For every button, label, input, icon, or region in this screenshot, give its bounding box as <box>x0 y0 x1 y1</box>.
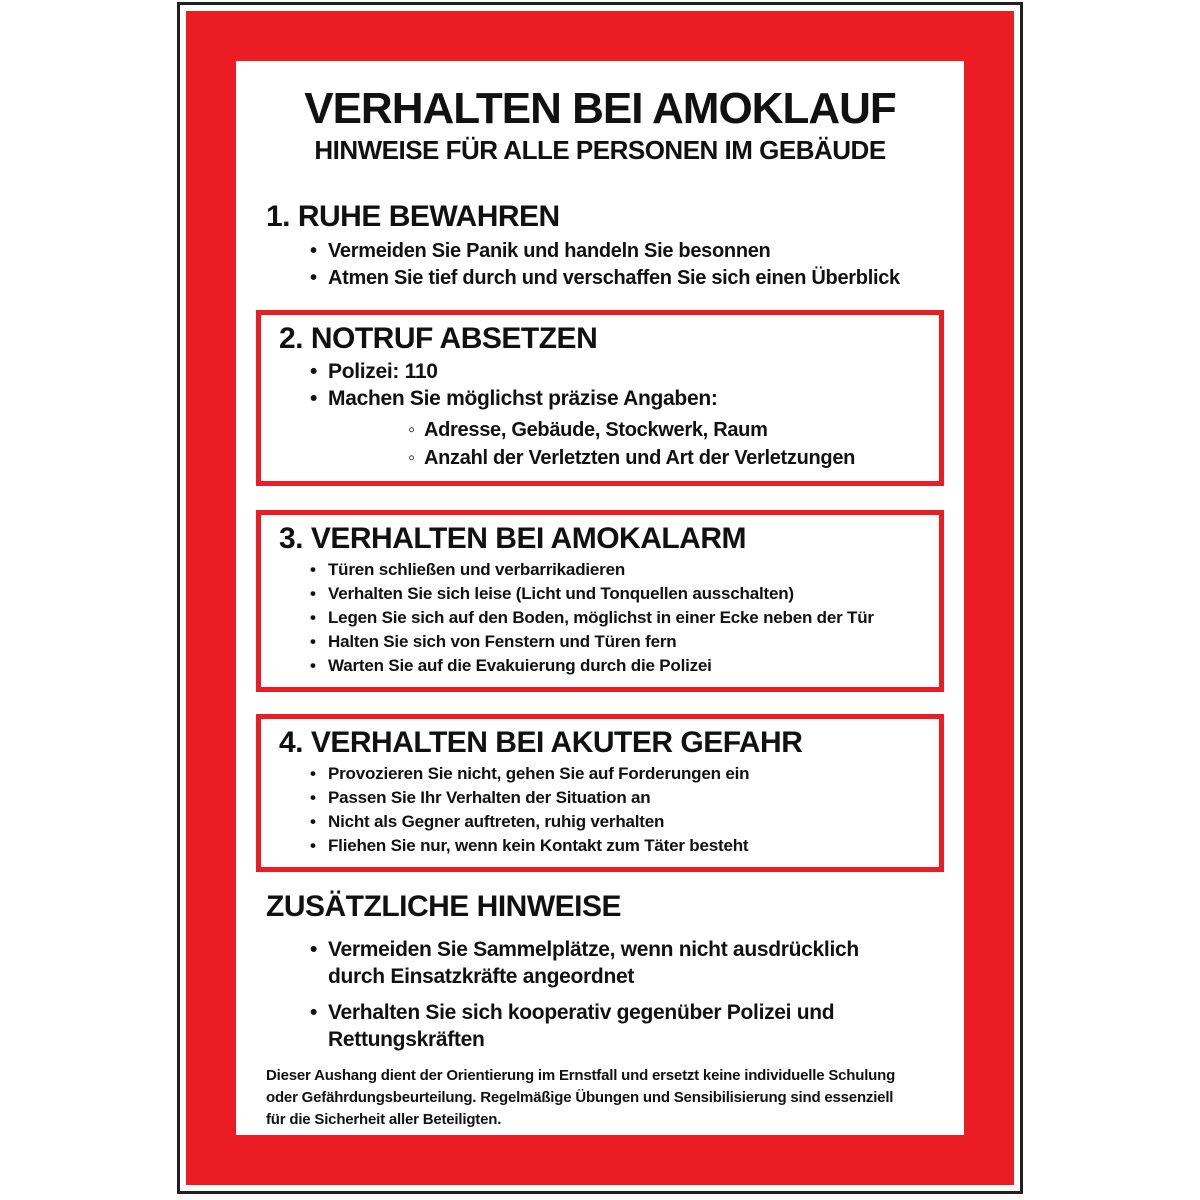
bullet-item <box>310 238 944 265</box>
safety-notice-poster <box>177 2 1023 1194</box>
section-heading: 4. VERHALTEN BEI AKUTER GEFAHR <box>279 725 803 759</box>
bullet-marker: • <box>310 763 316 783</box>
bullet-text <box>328 999 834 1053</box>
bullet-marker: • <box>310 811 316 831</box>
bullet-list <box>271 762 931 858</box>
bullet-item <box>310 558 931 582</box>
bullet-text: Türen schließen und verbarrikadieren <box>328 559 626 579</box>
bullet-text: Provozieren Sie nicht, gehen Sie auf Forderungen ein <box>328 763 750 783</box>
section-heading: 1. RUHE BEWAHREN <box>266 199 560 233</box>
bullet-item <box>310 834 931 858</box>
bullet-list <box>271 358 931 412</box>
bullet-marker: • <box>310 386 318 410</box>
poster-title: VERHALTEN BEI AMOKLAUF <box>304 84 896 133</box>
sub-bullet-text: Adresse, Gebäude, Stockwerk, Raum <box>424 418 768 441</box>
bullet-item <box>310 786 931 810</box>
footer-line: Dieser Aushang dient der Orientierung im Ernstfall und ersetzt keine individuelle Schulung <box>266 1066 896 1084</box>
bullet-text-line: Verhalten Sie sich kooperativ gegenüber Polizei und <box>328 1000 835 1024</box>
section-notruf-absetzen <box>256 310 944 486</box>
sub-bullet-text: Anzahl der Verletzten und Art der Verletzungen <box>424 446 856 469</box>
section-verhalten-amokalarm <box>256 510 944 692</box>
bullet-marker: • <box>310 631 316 651</box>
bullet-item <box>310 654 931 678</box>
sub-bullet-list <box>271 416 931 472</box>
bullet-marker: • <box>310 607 316 627</box>
bullet-item <box>310 810 931 834</box>
bullet-item <box>310 582 931 606</box>
section-verhalten-akute-gefahr <box>256 714 944 872</box>
bullet-marker: • <box>310 835 316 855</box>
bullet-marker: • <box>310 583 316 603</box>
bullet-marker: • <box>310 559 316 579</box>
poster-subtitle: HINWEISE FÜR ALLE PERSONEN IM GEBÄUDE <box>314 134 886 165</box>
bullet-text: Polizei: 110 <box>328 359 438 383</box>
section-ruhe-bewahren <box>256 200 944 292</box>
bullet-marker: • <box>310 655 316 675</box>
bullet-marker: • <box>310 1000 318 1024</box>
footer-line: für die Sicherheit aller Beteiligten. <box>266 1110 502 1128</box>
section-zusaetzliche-hinweise <box>256 890 944 1053</box>
bullet-text: Legen Sie sich auf den Boden, möglichst in einer Ecke neben der Tür <box>328 607 874 627</box>
bullet-text: Vermeiden Sie Panik und handeln Sie besonnen <box>328 239 771 262</box>
bullet-item <box>310 762 931 786</box>
bullet-text-line: Vermeiden Sie Sammelplätze, wenn nicht ausdrücklich <box>328 937 859 961</box>
sub-bullet-item <box>408 444 931 472</box>
sub-bullet-item <box>408 416 931 444</box>
bullet-item <box>310 936 944 990</box>
bullet-text: Machen Sie möglichst präzise Angaben: <box>328 386 718 410</box>
bullet-list <box>256 238 944 292</box>
bullet-marker: • <box>310 359 318 383</box>
poster-content <box>236 61 964 1135</box>
bullet-marker: • <box>310 239 317 262</box>
bullet-item <box>310 358 931 385</box>
sub-bullet-marker: ◦ <box>408 418 415 441</box>
bullet-item <box>310 999 944 1053</box>
bullet-text-line: durch Einsatzkräfte angeordnet <box>328 964 635 988</box>
bullet-text: Verhalten Sie sich leise (Licht und Tonquellen ausschalten) <box>328 583 794 603</box>
bullet-text: Warten Sie auf die Evakuierung durch die Polizei <box>328 655 712 675</box>
bullet-text: Fliehen Sie nur, wenn kein Kontakt zum Täter besteht <box>328 835 749 855</box>
footer-disclaimer <box>266 1065 944 1131</box>
bullet-list <box>271 558 931 678</box>
bullet-marker: • <box>310 266 317 289</box>
bullet-marker: • <box>310 937 318 961</box>
bullet-text: Nicht als Gegner auftreten, ruhig verhalten <box>328 811 665 831</box>
bullet-item <box>310 385 931 412</box>
bullet-text <box>328 936 859 990</box>
bullet-item <box>310 265 944 292</box>
bullet-item <box>310 606 931 630</box>
red-frame-border <box>186 11 1014 1185</box>
bullet-text: Passen Sie Ihr Verhalten der Situation an <box>328 787 651 807</box>
bullet-text: Atmen Sie tief durch und verschaffen Sie sich einen Überblick <box>328 266 900 289</box>
footer-line: oder Gefährdungsbeurteilung. Regelmäßige Übungen und Sensibilisierung sind essenziell <box>266 1088 894 1106</box>
bullet-text-line: Rettungskräften <box>328 1027 485 1051</box>
bullet-item <box>310 630 931 654</box>
bullet-marker: • <box>310 787 316 807</box>
section-heading: ZUSÄTZLICHE HINWEISE <box>266 889 621 923</box>
bullet-text: Halten Sie sich von Fenstern und Türen fern <box>328 631 677 651</box>
section-heading: 2. NOTRUF ABSETZEN <box>279 321 598 355</box>
section-heading: 3. VERHALTEN BEI AMOKALARM <box>279 521 746 555</box>
sub-bullet-marker: ◦ <box>408 446 415 469</box>
